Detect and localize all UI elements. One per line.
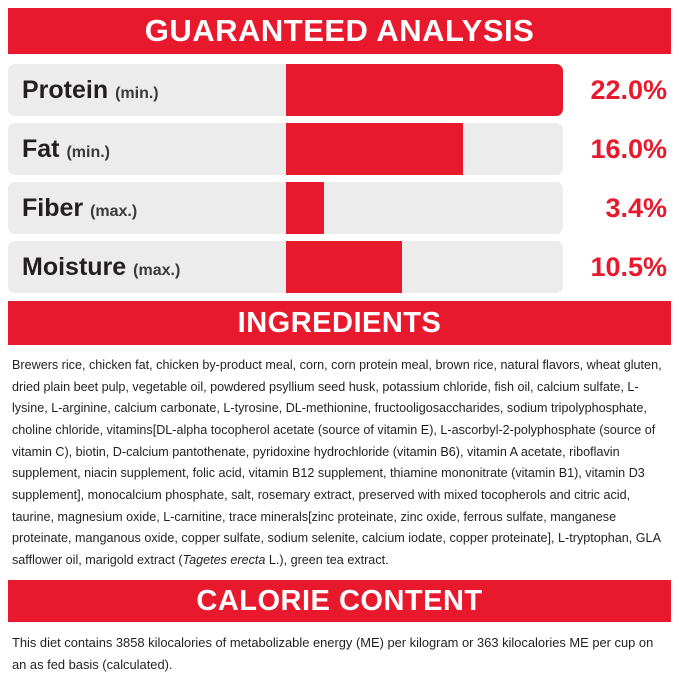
ingredients-text-part-2: L.), green tea extract. xyxy=(265,552,389,567)
nutrient-name: Protein xyxy=(22,75,109,104)
nutrient-name: Moisture xyxy=(22,252,127,281)
nutrient-name: Fat xyxy=(22,134,60,163)
ingredients-heading: INGREDIENTS xyxy=(8,301,671,345)
calorie-content-heading: CALORIE CONTENT xyxy=(8,580,671,622)
nutrient-qualifier: (min.) xyxy=(66,143,110,161)
nutrient-value: 16.0% xyxy=(590,133,667,164)
nutrient-bar-track xyxy=(8,123,563,175)
table-row xyxy=(8,182,671,234)
nutrient-label xyxy=(8,253,180,282)
guaranteed-analysis-table xyxy=(8,64,671,293)
nutrient-label xyxy=(8,194,137,223)
nutrient-bar-fill xyxy=(286,182,325,234)
nutrient-bar-track xyxy=(8,64,563,116)
nutrient-qualifier: (max.) xyxy=(133,261,181,279)
ingredients-text xyxy=(8,355,671,572)
nutrition-panel xyxy=(0,8,679,690)
nutrient-value: 22.0% xyxy=(590,74,667,105)
table-row xyxy=(8,123,671,175)
ingredients-botanical-name: Tagetes erecta xyxy=(182,552,266,567)
nutrient-qualifier: (min.) xyxy=(115,84,159,102)
nutrient-bar-fill xyxy=(286,123,464,175)
nutrient-label xyxy=(8,76,159,105)
nutrient-bar-fill xyxy=(286,241,403,293)
nutrient-bar-fill xyxy=(286,64,564,116)
nutrient-bar-track xyxy=(8,182,563,234)
table-row xyxy=(8,241,671,293)
nutrient-name: Fiber xyxy=(22,193,84,222)
nutrient-bar-track xyxy=(8,241,563,293)
nutrient-value: 10.5% xyxy=(590,251,667,282)
calorie-content-text: This diet contains 3858 kilocalories of metabolizable energy (ME) per kilogram or 363 kilocalories ME per cup on an as fed basis (calculated). xyxy=(12,634,654,672)
nutrient-label xyxy=(8,135,110,164)
ingredients-text-part-1: Brewers rice, chicken fat, chicken by-product meal, corn, corn protein meal, brown rice, natural flavors, wheat gluten, dried plain beet pulp, vegetable oil, powdered psyllium seed husk, potassium chloride, fish oil, calcium sulfate, L-lysine, L-arginine, calcium carbonate, L-tyrosine, DL-methionine, fructooligosaccharides, sodium tripolyphosphate, choline chloride, vitamins[DL-alpha tocopherol acetate (source of vitamin E), L-ascorbyl-2-polyphosphate (source of vitamin C), biotin, D-calcium pantothenate, pyridoxine hydrochloride (vitamin B6), vitamin A acetate, riboflavin supplement, niacin supplement, folic acid, vitamin B12 supplement, thiamine mononitrate (vitamin B1), vitamin D3 supplement], monocalcium phosphate, salt, rosemary extract, preserved with mixed tocopherols and citric acid, taurine, magnesium oxide, L-carnitine, trace minerals[zinc proteinate, zinc oxide, ferrous sulfate, manganese proteinate, manganous oxide, copper sulfate, sodium selenite, calcium iodate, copper proteinate], L-tryptophan, GLA safflower oil, marigold extract ( xyxy=(12,358,662,567)
nutrient-qualifier: (max.) xyxy=(90,202,138,220)
guaranteed-analysis-heading: GUARANTEED ANALYSIS xyxy=(8,8,671,54)
nutrient-value: 3.4% xyxy=(605,192,667,223)
table-row xyxy=(8,64,671,116)
